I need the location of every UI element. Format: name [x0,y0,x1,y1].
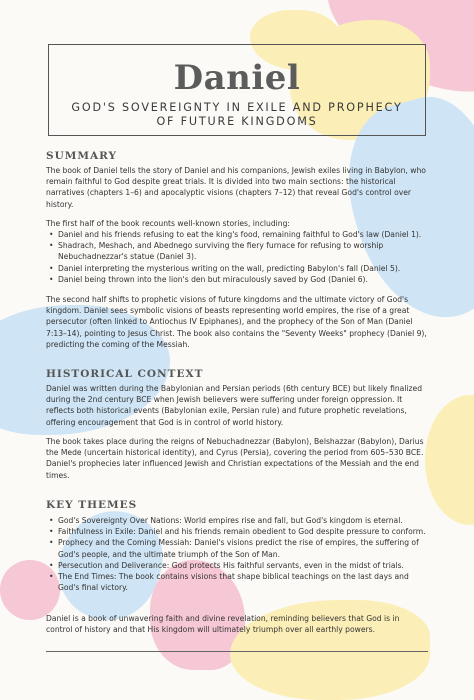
footer-divider [46,651,428,652]
historical-paragraph-2: The book takes place during the reigns of Nebuchadnezzar (Babylon), Belshazzar (Babylon), Darius the Mede (uncertain historical identity), and Cyrus (Persia), covering the period from 605–530 BCE. Daniel's prophecies later influenced Jewish and Christian expectations of the Messiah and the end times. [46,437,424,480]
list-item: • God's Sovereignty Over Nations: World empires rise and fall, but God's kingdom is eternal. [46,515,428,526]
themes-closing: Daniel is a book of unwavering faith and divine revelation, reminding believers that God is in control of history and that His kingdom will ultimately triumph over all earthly powers. [46,614,400,635]
list-item: • Daniel interpreting the mysterious writing on the wall, predicting Babylon's fall (Daniel 5). [46,263,428,274]
list-item: • Prophecy and the Coming Messiah: Daniel's visions predict the rise of empires, the suffering of God's people, and the ultimate triumph of the Son of Man. [46,537,428,559]
summary-second-half: The second half shifts to prophetic visions of future kingdoms and the ultimate victory of God's kingdom. Daniel sees symbolic visions of beasts representing world empires, the rise of a great persecutor (often linked to Antiochus IV Epiphanes), and the prophecy of the Son of Man (Daniel 7:13–14), pointing to Jesus Christ. The book also contains the "Seventy Weeks" prophecy (Daniel 9), predicting the coming of the Messiah. [46,295,427,349]
list-item: • Shadrach, Meshach, and Abednego surviving the fiery furnace for refusing to worship Nebuchadnezzar's statue (Daniel 3). [46,240,428,262]
subtitle-line-2: OF FUTURE KINGDOMS [156,115,318,128]
list-item: • Faithfulness in Exile: Daniel and his friends remain obedient to God despite pressure to conform. [46,526,428,537]
subtitle-line-1: GOD'S SOVEREIGNTY IN EXILE AND PROPHECY [71,101,403,114]
historical-paragraph-1: Daniel was written during the Babylonian and Persian periods (6th century BCE) but likely finalized during the 2nd century BCE when Jewish believers were suffering under foreign oppression. It reflects both historical events (Babylonian exile, Persian rule) and future prophetic revelations, offering encouragement that God is in control of world history. [46,384,423,427]
list-item: • The End Times: The book contains visions that shape biblical teachings on the last days and God's final victory. [46,571,428,593]
summary-heading: SUMMARY [46,150,118,162]
historical-heading: HISTORICAL CONTEXT [46,368,204,380]
summary-intro: The book of Daniel tells the story of Daniel and his companions, Jewish exiles living in Babylon, who remain faithful to God despite great trials. It is divided into two main sections: the historical narratives (chapters 1–6) and apocalyptic visions (chapters 7–12) that reveal God's control over history. [46,166,426,209]
summary-story-list [46,229,428,285]
list-item: • Daniel and his friends refusing to eat the king's food, remaining faithful to God's law (Daniel 1). [46,229,428,240]
page-title: Daniel [173,58,301,98]
themes-heading: KEY THEMES [46,499,138,511]
list-item: • Daniel being thrown into the lion's den but miraculously saved by God (Daniel 6). [46,274,428,285]
title-box [48,44,426,136]
summary-first-half-lead: The first half of the book recounts well-known stories, including: [46,219,290,228]
list-item: • Persecution and Deliverance: God protects His faithful servants, even in the midst of trials. [46,560,428,571]
page-subtitle [49,101,425,129]
themes-list [46,515,428,593]
